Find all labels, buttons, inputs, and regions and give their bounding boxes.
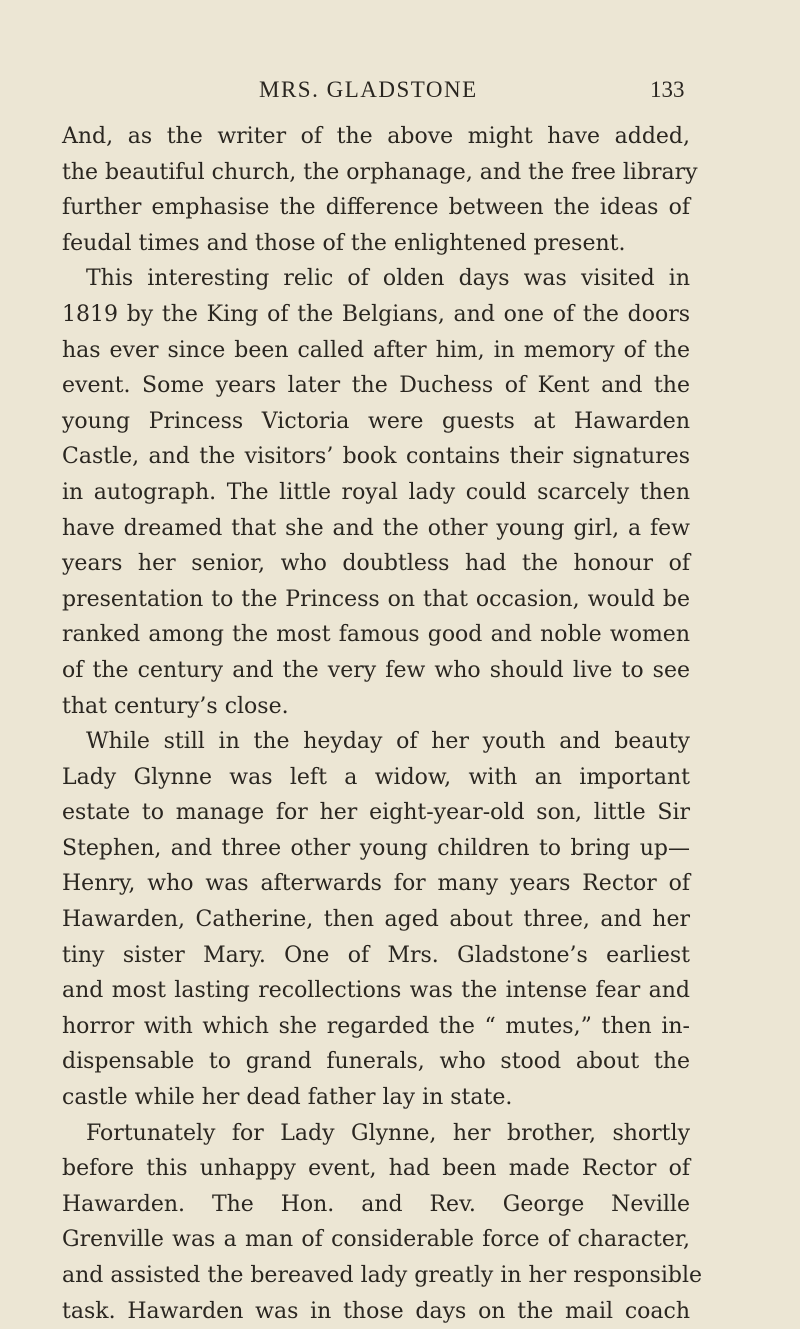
text-line: further emphasise the difference between the ideas of bbox=[62, 195, 690, 221]
text-line: young Princess Victoria were guests at Hawarden bbox=[62, 408, 690, 434]
text-line: Fortunately for Lady Glynne, her brother, shortly bbox=[86, 1120, 690, 1146]
text-line: and most lasting recollections was the intense fear and bbox=[62, 978, 690, 1004]
text-line: Hawarden. The Hon. and Rev. George Neville bbox=[62, 1191, 690, 1217]
text-line: horror with which she regarded the “ mutes,” then in- bbox=[62, 1013, 690, 1039]
text-line: Grenville was a man of considerable force of character, bbox=[62, 1227, 690, 1253]
text-line: ranked among the most famous good and noble women bbox=[62, 622, 690, 648]
text-line: before this unhappy event, had been made Rector of bbox=[62, 1156, 690, 1182]
text-line: feudal times and those of the enlightened present. bbox=[62, 230, 626, 256]
text-line: years her senior, who doubtless had the honour of bbox=[62, 551, 690, 577]
text-line: dispensable to grand funerals, who stood about the bbox=[62, 1049, 690, 1075]
paragraph bbox=[62, 261, 690, 724]
text-line: Lady Glynne was left a widow, with an important bbox=[62, 764, 690, 790]
text-line: have dreamed that she and the other young girl, a few bbox=[62, 515, 690, 541]
page-number: 133 bbox=[650, 77, 685, 102]
text-line: task. Hawarden was in those days on the mail coach bbox=[62, 1298, 690, 1324]
paragraph bbox=[62, 1116, 702, 1329]
paragraph bbox=[62, 119, 698, 261]
text-line: 1819 by the King of the Belgians, and one of the doors bbox=[62, 301, 690, 327]
text-line: estate to manage for her eight-year-old son, little Sir bbox=[62, 800, 690, 826]
text-line: castle while her dead father lay in state. bbox=[62, 1085, 513, 1111]
text-line: of the century and the very few who should live to see bbox=[62, 657, 690, 683]
text-line: This interesting relic of olden days was visited in bbox=[86, 266, 690, 292]
text-line: Hawarden, Catherine, then aged about three, and her bbox=[62, 907, 690, 933]
text-line: And, as the writer of the above might have added, bbox=[62, 124, 690, 149]
text-line: the beautiful church, the orphanage, and the free library bbox=[62, 159, 698, 185]
text-line: has ever since been called after him, in memory of the bbox=[62, 337, 690, 363]
text-line: While still in the heyday of her youth and beauty bbox=[86, 729, 690, 755]
text-line: and assisted the bereaved lady greatly in her responsible bbox=[62, 1263, 702, 1288]
text-line: Stephen, and three other young children to bring up— bbox=[62, 835, 690, 861]
paragraph bbox=[62, 724, 690, 1116]
running-head bbox=[0, 75, 800, 105]
text-line: Castle, and the visitors’ book contains their signatures bbox=[62, 444, 690, 470]
text-line: tiny sister Mary. One of Mrs. Gladstone’s earliest bbox=[62, 942, 690, 968]
text-line: event. Some years later the Duchess of Kent and the bbox=[62, 373, 690, 399]
text-line: in autograph. The little royal lady could scarcely then bbox=[62, 479, 690, 505]
text-line: that century’s close. bbox=[62, 693, 289, 719]
body-text bbox=[62, 119, 702, 1329]
text-line: Henry, who was afterwards for many years Rector of bbox=[62, 871, 690, 897]
running-title: MRS. GLADSTONE bbox=[259, 77, 478, 102]
text-line: presentation to the Princess on that occasion, would be bbox=[62, 586, 690, 612]
